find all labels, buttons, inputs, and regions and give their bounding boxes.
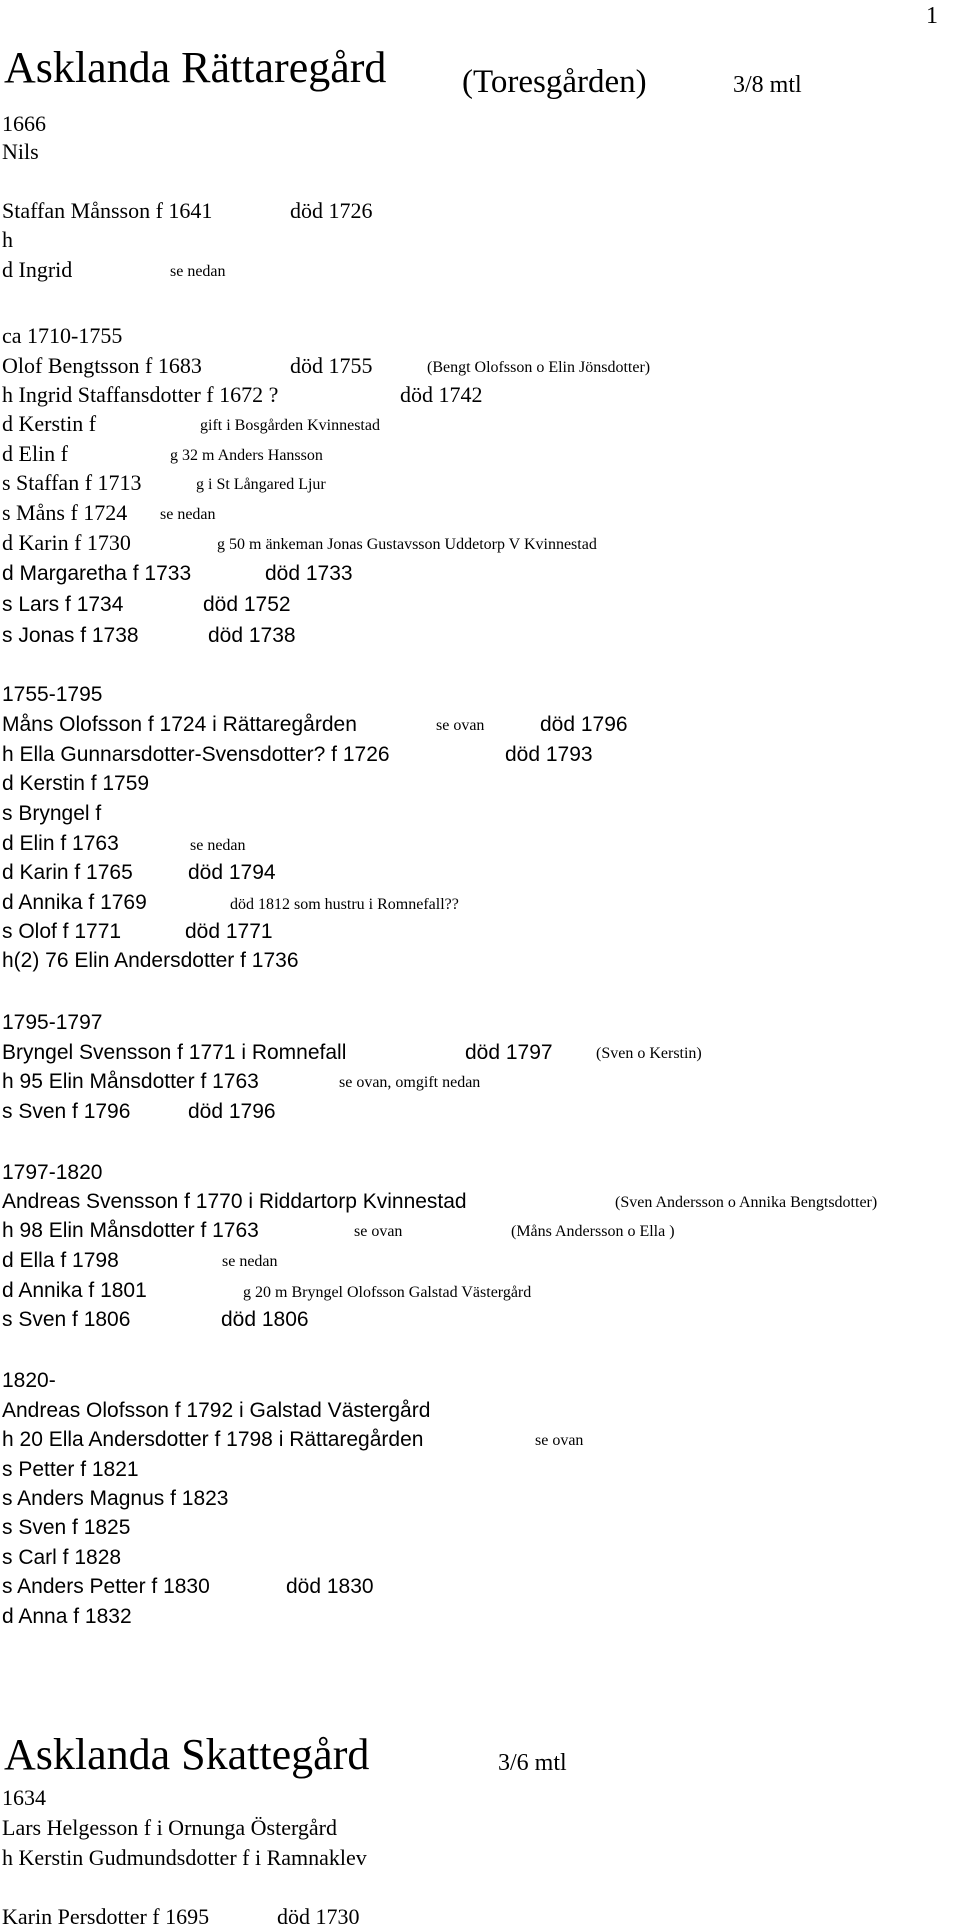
period-years: 1795-1797 [2,1011,103,1034]
period-years: 1797-1820 [2,1161,103,1184]
period-years: 1634 [2,1785,46,1810]
person-line: d Ingrid [2,257,73,282]
person-line: h 98 Elin Månsdotter f 1763 [2,1219,259,1242]
page-number: 1 [926,3,938,29]
death-note: död 1730 [277,1904,360,1929]
person-line: s Olof f 1771 [2,920,122,943]
section-title: Asklanda Rättaregård [4,43,387,92]
person-line: Bryngel Svensson f 1771 i Romnefall [2,1041,347,1064]
death-note: död 1755 [290,353,373,378]
marriage-note: g 20 m Bryngel Olofsson Galstad Västergård [243,1284,532,1301]
death-note: död 1738 [208,624,296,647]
person-line: h [2,227,13,252]
marriage-note: g i St Långared Ljur [196,476,326,493]
person-line: s Jonas f 1738 [2,624,139,647]
person-line: d Karin f 1730 [2,530,131,555]
death-note: död 1796 [188,1100,276,1123]
death-note: död 1742 [400,382,483,407]
person-line: d Anna f 1832 [2,1605,132,1628]
cross-reference: se ovan [436,717,485,734]
person-line: d Annika f 1769 [2,891,147,914]
section-title: Asklanda Skattegård [4,1730,370,1779]
person-line: s Sven f 1796 [2,1100,131,1123]
parents-note: (Måns Andersson o Ella ) [511,1223,675,1240]
cross-reference: se nedan [170,263,226,280]
cross-reference: se ovan, omgift nedan [339,1074,481,1091]
cross-reference: se ovan [354,1223,403,1240]
person-line: Nils [2,139,39,164]
death-note: död 1733 [265,562,353,585]
person-line: h(2) 76 Elin Andersdotter f 1736 [2,949,299,972]
person-line: d Karin f 1765 [2,861,133,884]
person-line: s Sven f 1825 [2,1516,131,1539]
person-line: s Staffan f 1713 [2,470,142,495]
mantal-value: 3/8 mtl [733,72,802,98]
mantal-value: 3/6 mtl [498,1750,567,1776]
parents-note: (Bengt Olofsson o Elin Jönsdotter) [427,359,651,376]
person-line: d Kerstin f [2,411,97,436]
person-line: Andreas Svensson f 1770 i Riddartorp Kvinnestad [2,1190,467,1213]
marriage-note: gift i Bosgården Kvinnestad [200,417,380,434]
person-line: Måns Olofsson f 1724 i Rättaregården [2,713,357,736]
period-years: 1755-1795 [2,683,103,706]
person-line: Andreas Olofsson f 1792 i Galstad Västergård [2,1399,431,1422]
person-line: h Ingrid Staffansdotter f 1672 ? [2,382,279,407]
person-line: d Ella f 1798 [2,1249,119,1272]
person-line: Karin Persdotter f 1695 [2,1904,210,1929]
death-note: död 1793 [505,743,593,766]
person-line: s Anders Magnus f 1823 [2,1487,229,1510]
person-line: Lars Helgesson f i Ornunga Östergård [2,1815,338,1840]
death-note: död 1796 [540,713,628,736]
person-line: s Måns f 1724 [2,500,128,525]
parents-note: (Sven Andersson o Annika Bengtsdotter) [615,1194,878,1211]
person-line: s Bryngel f [2,802,102,825]
person-line: h 95 Elin Månsdotter f 1763 [2,1070,259,1093]
cross-reference: se nedan [190,837,246,854]
person-line: s Petter f 1821 [2,1458,139,1481]
person-line: Staffan Månsson f 1641 [2,198,213,223]
death-note: död 1752 [203,593,291,616]
person-line: h Kerstin Gudmundsdotter f i Ramnaklev [2,1845,367,1870]
period-years: 1666 [2,111,46,136]
parents-note: (Sven o Kerstin) [596,1045,702,1062]
cross-reference: se ovan [535,1432,584,1449]
death-note: död 1726 [290,198,373,223]
death-note: död 1797 [465,1041,553,1064]
person-line: d Kerstin f 1759 [2,772,150,795]
person-line: s Sven f 1806 [2,1308,131,1331]
person-line: d Elin f 1763 [2,832,119,855]
person-line: d Elin f [2,441,68,466]
marriage-note: g 50 m änkeman Jonas Gustavsson Uddetorp V Kvinnestad [217,536,597,553]
person-line: h Ella Gunnarsdotter-Svensdotter? f 1726 [2,743,390,766]
death-note: död 1830 [286,1575,374,1598]
person-line: d Annika f 1801 [2,1279,147,1302]
death-note: död 1771 [185,920,273,943]
person-line: s Carl f 1828 [2,1546,122,1569]
death-note: död 1794 [188,861,276,884]
person-line: s Anders Petter f 1830 [2,1575,210,1598]
person-line: h 20 Ella Andersdotter f 1798 i Rättaregården [2,1428,424,1451]
cross-reference: se nedan [222,1253,278,1270]
marriage-note: g 32 m Anders Hansson [170,447,323,464]
person-line: s Lars f 1734 [2,593,124,616]
death-note: död 1806 [221,1308,309,1331]
person-line: d Margaretha f 1733 [2,562,192,585]
person-line: Olof Bengtsson f 1683 [2,353,202,378]
cross-reference: se nedan [160,506,216,523]
period-years: ca 1710-1755 [2,323,123,348]
death-note: död 1812 som hustru i Romnefall?? [230,896,459,913]
section-subtitle: (Toresgården) [462,64,647,100]
period-years: 1820- [2,1369,56,1392]
